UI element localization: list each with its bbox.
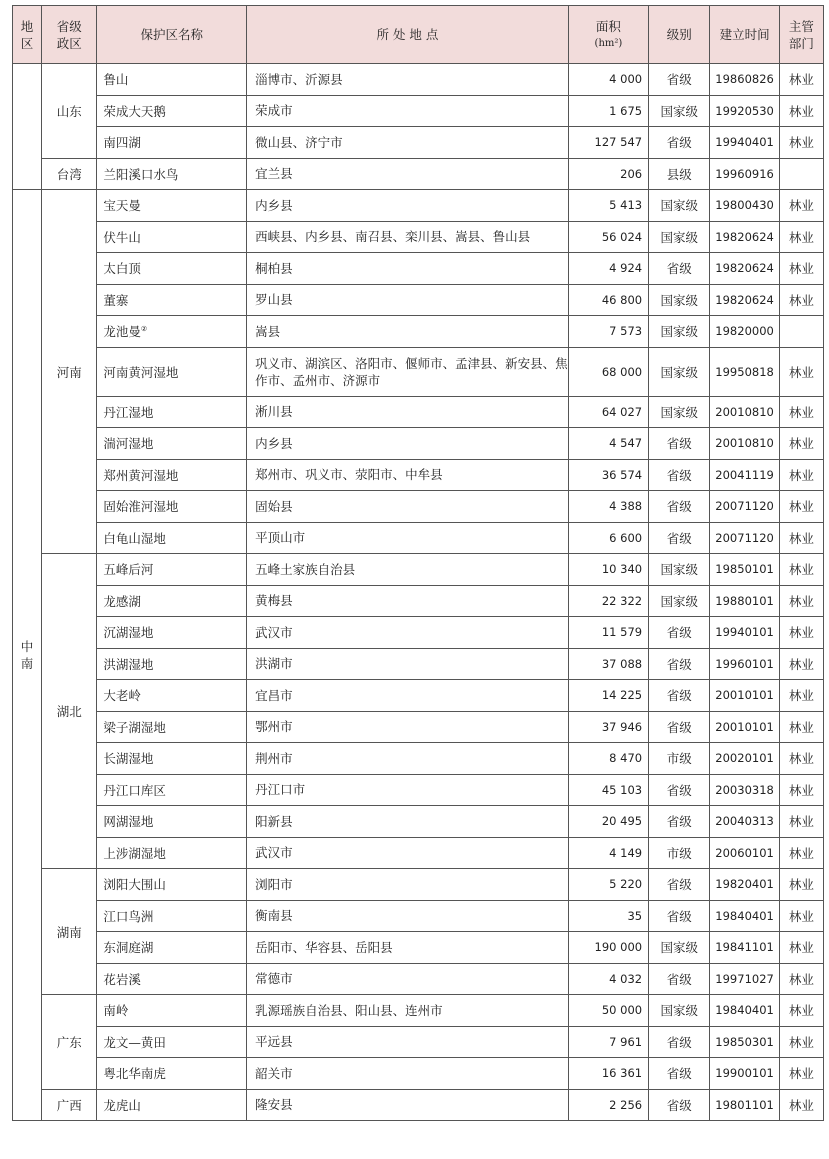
header-date: 建立时间 [710, 6, 779, 64]
reserve-name-text: 太白顶 [103, 261, 141, 277]
reserve-name-text: 丹江湿地 [103, 404, 154, 420]
reserve-name [97, 1089, 247, 1121]
area-cell: 37 088 [568, 648, 648, 680]
reserve-name [97, 774, 247, 806]
dept-cell: 林业 [779, 932, 823, 964]
date-cell: 19820401 [710, 869, 779, 901]
date-cell: 19960916 [710, 158, 779, 190]
table-row [13, 648, 824, 680]
level-cell: 国家级 [649, 932, 710, 964]
reserve-name-text: 五峰后河 [103, 562, 154, 578]
date-cell: 19950818 [710, 347, 779, 396]
level-cell: 县级 [649, 158, 710, 190]
location-cell: 浏阳市 [247, 869, 569, 901]
dept-cell: 林业 [779, 963, 823, 995]
table-row [13, 585, 824, 617]
area-cell: 10 340 [568, 554, 648, 586]
table-row [13, 396, 824, 428]
level-cell: 省级 [649, 428, 710, 460]
date-cell: 20060101 [710, 837, 779, 869]
reserve-name-text: 鲁山 [103, 72, 129, 88]
reserve-name [97, 127, 247, 159]
area-cell: 8 470 [568, 743, 648, 775]
province-cell: 广西 [42, 1089, 97, 1121]
reserve-name-text: 粤北华南虎 [103, 1066, 166, 1082]
level-cell: 国家级 [649, 396, 710, 428]
date-cell: 20071120 [710, 491, 779, 523]
table-row [13, 806, 824, 838]
date-cell: 19820624 [710, 253, 779, 285]
reserve-table [12, 5, 824, 1121]
dept-cell: 林业 [779, 617, 823, 649]
reserve-name-text: 大老岭 [103, 688, 141, 704]
reserve-name-text: 丹江口库区 [103, 782, 166, 798]
level-cell: 省级 [649, 253, 710, 285]
table-row [13, 932, 824, 964]
table-row [13, 711, 824, 743]
reserve-name-text: 网湖湿地 [103, 814, 154, 830]
area-cell: 4 924 [568, 253, 648, 285]
table-row [13, 253, 824, 285]
location-cell: 罗山县 [247, 284, 569, 316]
reserve-name-text: 宝天曼 [103, 198, 141, 214]
date-cell: 19850101 [710, 554, 779, 586]
reserve-name-text: 沉湖湿地 [103, 625, 154, 641]
dept-cell: 林业 [779, 554, 823, 586]
reserve-name [97, 806, 247, 838]
dept-cell: 林业 [779, 1089, 823, 1121]
level-cell: 省级 [649, 900, 710, 932]
location-cell: 鄂州市 [247, 711, 569, 743]
reserve-name [97, 995, 247, 1027]
reserve-name [97, 963, 247, 995]
dept-cell: 林业 [779, 743, 823, 775]
reserve-name [97, 158, 247, 190]
reserve-name-text: 兰阳溪口水鸟 [103, 166, 179, 182]
reserve-name [97, 95, 247, 127]
reserve-name-text: 南岭 [103, 1003, 129, 1019]
date-cell: 20020101 [710, 743, 779, 775]
table-row [13, 963, 824, 995]
level-cell: 省级 [649, 1058, 710, 1090]
reserve-name-text: 南四湖 [103, 135, 141, 151]
level-cell: 国家级 [649, 554, 710, 586]
area-cell: 20 495 [568, 806, 648, 838]
date-cell: 20010810 [710, 428, 779, 460]
level-cell: 国家级 [649, 995, 710, 1027]
dept-cell: 林业 [779, 127, 823, 159]
table-row [13, 347, 824, 396]
location-cell: 内乡县 [247, 190, 569, 222]
reserve-name [97, 221, 247, 253]
table-row [13, 158, 824, 190]
level-cell: 省级 [649, 1089, 710, 1121]
table-row [13, 1089, 824, 1121]
dept-cell: 林业 [779, 253, 823, 285]
reserve-name [97, 347, 247, 396]
area-cell: 7 573 [568, 316, 648, 348]
reserve-name [97, 554, 247, 586]
reserve-name-text: 长湖湿地 [103, 751, 154, 767]
location-cell: 桐柏县 [247, 253, 569, 285]
dept-cell: 林业 [779, 1058, 823, 1090]
table-row [13, 774, 824, 806]
table-row [13, 617, 824, 649]
header-province: 省级政区 [42, 6, 97, 64]
dept-cell [779, 316, 823, 348]
province-cell: 山东 [42, 64, 97, 159]
area-cell: 64 027 [568, 396, 648, 428]
location-cell: 武汉市 [247, 837, 569, 869]
reserve-name [97, 459, 247, 491]
date-cell: 20071120 [710, 522, 779, 554]
location-cell: 微山县、济宁市 [247, 127, 569, 159]
table-row [13, 428, 824, 460]
reserve-name-text: 龙感湖 [103, 593, 141, 609]
date-cell: 19820000 [710, 316, 779, 348]
area-cell: 4 388 [568, 491, 648, 523]
reserve-name [97, 316, 247, 348]
table-row [13, 64, 824, 96]
location-cell: 隆安县 [247, 1089, 569, 1121]
dept-cell [779, 158, 823, 190]
date-cell: 19840401 [710, 900, 779, 932]
reserve-name-text: 浏阳大围山 [103, 877, 166, 893]
dept-cell: 林业 [779, 711, 823, 743]
date-cell: 20010101 [710, 680, 779, 712]
area-cell: 127 547 [568, 127, 648, 159]
reserve-name [97, 396, 247, 428]
area-cell: 37 946 [568, 711, 648, 743]
location-cell: 五峰土家族自治县 [247, 554, 569, 586]
location-cell: 荣成市 [247, 95, 569, 127]
location-cell: 衡南县 [247, 900, 569, 932]
dept-cell: 林业 [779, 491, 823, 523]
header-dept: 主管部门 [779, 6, 823, 64]
footnote-marker: ② [140, 325, 148, 334]
reserve-name-text: 郑州黄河湿地 [103, 467, 179, 483]
level-cell: 省级 [649, 806, 710, 838]
table-row [13, 1058, 824, 1090]
table-row [13, 680, 824, 712]
area-cell: 190 000 [568, 932, 648, 964]
area-cell: 2 256 [568, 1089, 648, 1121]
reserve-name [97, 491, 247, 523]
location-cell: 乳源瑶族自治县、阳山县、连州市 [247, 995, 569, 1027]
area-cell: 68 000 [568, 347, 648, 396]
table-row [13, 743, 824, 775]
level-cell: 国家级 [649, 190, 710, 222]
province-cell: 湖南 [42, 869, 97, 995]
reserve-name [97, 900, 247, 932]
location-cell: 固始县 [247, 491, 569, 523]
reserve-name [97, 284, 247, 316]
dept-cell: 林业 [779, 585, 823, 617]
date-cell: 19940401 [710, 127, 779, 159]
level-cell: 省级 [649, 869, 710, 901]
date-cell: 19971027 [710, 963, 779, 995]
level-cell: 省级 [649, 648, 710, 680]
area-cell: 5 220 [568, 869, 648, 901]
date-cell: 19820624 [710, 221, 779, 253]
area-cell: 46 800 [568, 284, 648, 316]
area-cell: 22 322 [568, 585, 648, 617]
dept-cell: 林业 [779, 347, 823, 396]
location-cell: 西峡县、内乡县、南召县、栾川县、嵩县、鲁山县 [247, 221, 569, 253]
table-row [13, 459, 824, 491]
location-cell: 丹江口市 [247, 774, 569, 806]
table-row [13, 522, 824, 554]
location-cell: 宜兰县 [247, 158, 569, 190]
reserve-name [97, 711, 247, 743]
reserve-name [97, 253, 247, 285]
dept-cell: 林业 [779, 869, 823, 901]
reserve-name [97, 837, 247, 869]
date-cell: 19960101 [710, 648, 779, 680]
level-cell: 省级 [649, 459, 710, 491]
reserve-name [97, 522, 247, 554]
province-cell: 广东 [42, 995, 97, 1090]
reserve-name [97, 190, 247, 222]
region-cell [13, 64, 42, 190]
table-row [13, 221, 824, 253]
dept-cell: 林业 [779, 190, 823, 222]
location-cell: 常德市 [247, 963, 569, 995]
area-cell: 11 579 [568, 617, 648, 649]
location-cell: 淅川县 [247, 396, 569, 428]
level-cell: 省级 [649, 963, 710, 995]
table-row [13, 869, 824, 901]
area-cell: 4 149 [568, 837, 648, 869]
level-cell: 省级 [649, 522, 710, 554]
date-cell: 20040313 [710, 806, 779, 838]
region-cell [13, 190, 42, 1121]
header-level: 级别 [649, 6, 710, 64]
location-cell: 巩义市、湖滨区、洛阳市、偃师市、孟津县、新安县、焦作市、孟州市、济源市 [247, 347, 569, 396]
dept-cell: 林业 [779, 774, 823, 806]
table-body [13, 64, 824, 1121]
reserve-name-text: 固始淮河湿地 [103, 499, 179, 515]
area-cell: 14 225 [568, 680, 648, 712]
date-cell: 19841101 [710, 932, 779, 964]
province-cell: 湖北 [42, 554, 97, 869]
area-cell: 4 000 [568, 64, 648, 96]
reserve-name-text: 伏牛山 [103, 229, 141, 245]
reserve-name-text: 河南黄河湿地 [103, 364, 179, 380]
location-cell: 荆州市 [247, 743, 569, 775]
location-cell: 平远县 [247, 1026, 569, 1058]
area-cell: 6 600 [568, 522, 648, 554]
dept-cell: 林业 [779, 64, 823, 96]
area-cell: 45 103 [568, 774, 648, 806]
dept-cell: 林业 [779, 95, 823, 127]
header-location: 所 处 地 点 [247, 6, 569, 64]
level-cell: 省级 [649, 1026, 710, 1058]
location-cell: 平顶山市 [247, 522, 569, 554]
reserve-name-text: 白龟山湿地 [103, 530, 166, 546]
reserve-name-text: 江口鸟洲 [103, 908, 154, 924]
area-cell: 7 961 [568, 1026, 648, 1058]
area-cell: 36 574 [568, 459, 648, 491]
reserve-name [97, 428, 247, 460]
level-cell: 国家级 [649, 221, 710, 253]
table-row [13, 127, 824, 159]
reserve-name-text: 花岩溪 [103, 971, 141, 987]
level-cell: 省级 [649, 774, 710, 806]
reserve-name [97, 932, 247, 964]
level-cell: 国家级 [649, 347, 710, 396]
table-row [13, 491, 824, 523]
dept-cell: 林业 [779, 284, 823, 316]
table-row [13, 284, 824, 316]
region-label: 中南 [20, 639, 34, 671]
date-cell: 20010810 [710, 396, 779, 428]
area-cell: 1 675 [568, 95, 648, 127]
header-region: 地区 [13, 6, 42, 64]
reserve-name-text: 荣成大天鹅 [103, 103, 166, 119]
dept-cell: 林业 [779, 900, 823, 932]
level-cell: 国家级 [649, 585, 710, 617]
level-cell: 国家级 [649, 284, 710, 316]
location-cell: 岳阳市、华容县、岳阳县 [247, 932, 569, 964]
area-cell: 4 032 [568, 963, 648, 995]
reserve-name-text: 龙文—黄田 [103, 1034, 166, 1050]
dept-cell: 林业 [779, 806, 823, 838]
level-cell: 市级 [649, 743, 710, 775]
date-cell: 20041119 [710, 459, 779, 491]
date-cell: 19801101 [710, 1089, 779, 1121]
date-cell: 19850301 [710, 1026, 779, 1058]
level-cell: 国家级 [649, 95, 710, 127]
location-cell: 洪湖市 [247, 648, 569, 680]
date-cell: 20030318 [710, 774, 779, 806]
area-cell: 35 [568, 900, 648, 932]
table-row [13, 1026, 824, 1058]
table-row [13, 316, 824, 348]
table-row [13, 95, 824, 127]
reserve-name [97, 617, 247, 649]
province-cell: 台湾 [42, 158, 97, 190]
level-cell: 省级 [649, 680, 710, 712]
reserve-name-text: 上涉湖湿地 [103, 845, 166, 861]
date-cell: 19860826 [710, 64, 779, 96]
reserve-name [97, 64, 247, 96]
date-cell: 19880101 [710, 585, 779, 617]
header-area-unit: (hm²) [594, 37, 623, 49]
location-cell: 宜昌市 [247, 680, 569, 712]
level-cell: 省级 [649, 711, 710, 743]
table-header-row [13, 6, 824, 64]
level-cell: 省级 [649, 617, 710, 649]
dept-cell: 林业 [779, 428, 823, 460]
reserve-name-text: 湍河湿地 [103, 436, 154, 452]
header-area: 面积 (hm²) [568, 6, 648, 64]
reserve-name [97, 1058, 247, 1090]
table-row [13, 900, 824, 932]
location-cell: 嵩县 [247, 316, 569, 348]
dept-cell: 林业 [779, 995, 823, 1027]
level-cell: 省级 [649, 127, 710, 159]
area-cell: 16 361 [568, 1058, 648, 1090]
date-cell: 19940101 [710, 617, 779, 649]
province-cell: 河南 [42, 190, 97, 554]
reserve-name-text: 董寨 [103, 292, 129, 308]
dept-cell: 林业 [779, 522, 823, 554]
level-cell: 国家级 [649, 316, 710, 348]
reserve-name [97, 1026, 247, 1058]
table-row [13, 995, 824, 1027]
date-cell: 19900101 [710, 1058, 779, 1090]
reserve-name [97, 743, 247, 775]
dept-cell: 林业 [779, 648, 823, 680]
date-cell: 20010101 [710, 711, 779, 743]
reserve-name [97, 869, 247, 901]
dept-cell: 林业 [779, 459, 823, 491]
reserve-name [97, 680, 247, 712]
reserve-name [97, 585, 247, 617]
table-row [13, 190, 824, 222]
location-cell: 阳新县 [247, 806, 569, 838]
reserve-name [97, 648, 247, 680]
dept-cell: 林业 [779, 837, 823, 869]
header-name: 保护区名称 [97, 6, 247, 64]
location-cell: 内乡县 [247, 428, 569, 460]
dept-cell: 林业 [779, 396, 823, 428]
date-cell: 19820624 [710, 284, 779, 316]
area-cell: 5 413 [568, 190, 648, 222]
reserve-name-text: 梁子湖湿地 [103, 719, 166, 735]
reserve-name-text: 东洞庭湖 [103, 940, 154, 956]
location-cell: 黄梅县 [247, 585, 569, 617]
dept-cell: 林业 [779, 680, 823, 712]
location-cell: 郑州市、巩义市、荥阳市、中牟县 [247, 459, 569, 491]
reserve-name-text: 洪湖湿地 [103, 656, 154, 672]
reserve-name-text: 龙池曼 [103, 324, 141, 340]
table-row [13, 837, 824, 869]
date-cell: 19920530 [710, 95, 779, 127]
table-row [13, 554, 824, 586]
level-cell: 省级 [649, 491, 710, 523]
reserve-name-text: 龙虎山 [103, 1097, 141, 1113]
area-cell: 4 547 [568, 428, 648, 460]
location-cell: 韶关市 [247, 1058, 569, 1090]
area-cell: 56 024 [568, 221, 648, 253]
location-cell: 武汉市 [247, 617, 569, 649]
location-cell: 淄博市、沂源县 [247, 64, 569, 96]
area-cell: 206 [568, 158, 648, 190]
level-cell: 省级 [649, 64, 710, 96]
date-cell: 19800430 [710, 190, 779, 222]
date-cell: 19840401 [710, 995, 779, 1027]
dept-cell: 林业 [779, 221, 823, 253]
area-cell: 50 000 [568, 995, 648, 1027]
level-cell: 市级 [649, 837, 710, 869]
dept-cell: 林业 [779, 1026, 823, 1058]
